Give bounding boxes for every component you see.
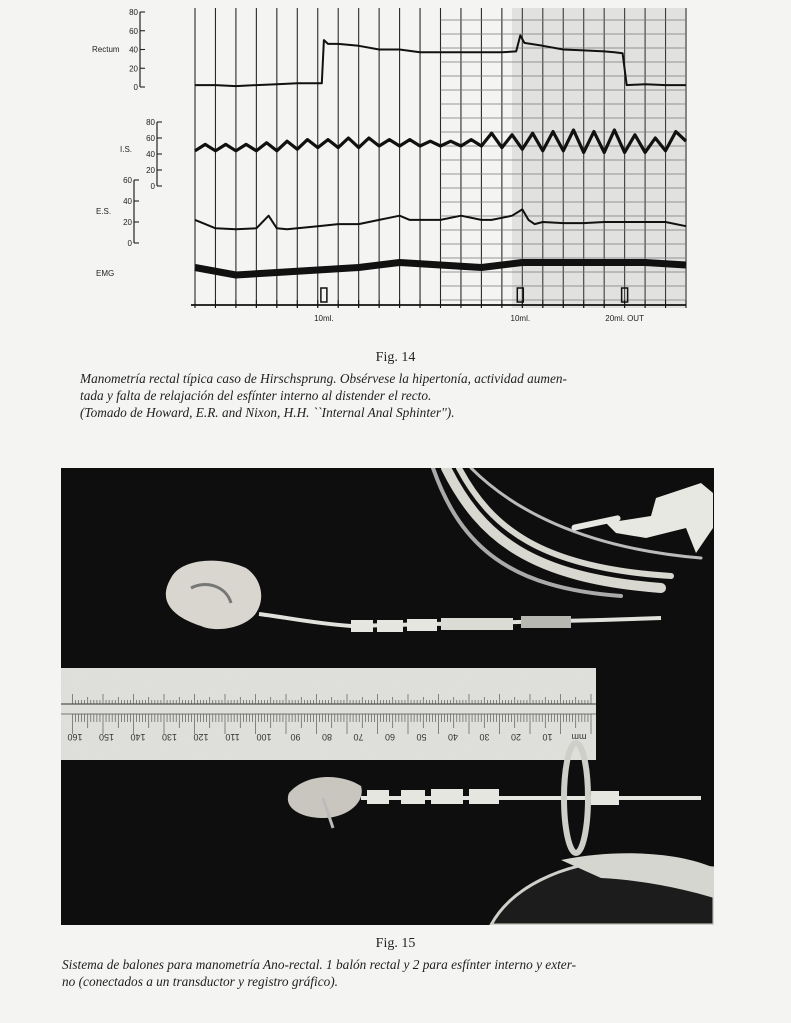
ruler-number: 60 (384, 732, 396, 742)
ruler-number: 30 (479, 732, 490, 742)
y-tick-label: 0 (150, 182, 155, 191)
ruler-number: 110 (225, 732, 240, 742)
ruler (61, 668, 596, 760)
y-tick-label: 80 (146, 118, 155, 127)
caption-line: Manometría rectal típica caso de Hirschsprung. Obsérvese la hipertonía, actividad aumen- (80, 371, 567, 386)
figure-14-title: Fig. 14 (375, 350, 416, 365)
event-label: 10ml. (510, 314, 531, 323)
figure-15-caption (62, 956, 576, 990)
ruler-number: 150 (98, 732, 115, 742)
ruler-number: 100 (256, 732, 272, 742)
y-tick-label: 0 (133, 83, 138, 92)
channel-label: EMG (96, 269, 115, 278)
channel-label: I.S. (120, 145, 133, 154)
ruler-number: 120 (193, 732, 209, 742)
figure-15-photo (61, 468, 714, 925)
event-marker (321, 288, 327, 302)
caption-line: tada y falta de relajación del esfínter interno al distender el recto. (80, 388, 432, 403)
y-tick-label: 20 (129, 64, 138, 74)
y-tick-label: 40 (146, 150, 155, 159)
channel-label: Rectum (92, 45, 120, 54)
y-tick-label: 60 (129, 26, 138, 36)
event-label: 20ml. OUT (605, 314, 644, 323)
ruler-number: mm (571, 732, 587, 742)
y-tick-label: 40 (123, 197, 132, 206)
caption-line: Sistema de balones para manometría Ano-rectal. 1 balón rectal y 2 para esfínter interno y exter- (62, 957, 577, 972)
ruler-number: 160 (67, 732, 83, 742)
ruler-number: 50 (416, 732, 427, 742)
y-tick-label: 0 (127, 239, 132, 248)
ruler-number: 20 (510, 732, 522, 742)
balloon-system-illustration (61, 468, 714, 925)
caption-line: no (conectados a un transductor y registro gráfico). (62, 974, 339, 989)
y-tick-label: 20 (123, 218, 132, 227)
y-tick-label: 80 (129, 8, 138, 17)
ruler-number: 140 (130, 732, 146, 742)
y-tick-label: 40 (129, 45, 138, 55)
figure-14-caption (80, 370, 567, 421)
y-tick-label: 60 (146, 134, 155, 143)
ruler-number: 10 (542, 732, 553, 742)
ruler-number: 70 (353, 732, 364, 742)
ruler-number: 40 (447, 732, 459, 742)
ruler-number: 130 (161, 732, 178, 742)
caption-line: (Tomado de Howard, E.R. and Nixon, H.H. ``Internal Anal Sphinter''). (80, 405, 455, 420)
event-label: 10ml. (314, 314, 334, 323)
y-tick-label: 20 (146, 166, 155, 175)
y-tick-label: 60 (123, 176, 132, 185)
chart-axes (92, 8, 162, 278)
channel-label: E.S. (96, 207, 112, 216)
figure-14 (0, 0, 791, 340)
ruler-number: 90 (290, 732, 301, 742)
figure-15-title: Fig. 15 (375, 936, 416, 951)
manometry-chart (0, 0, 791, 340)
ruler-number: 80 (321, 732, 333, 742)
